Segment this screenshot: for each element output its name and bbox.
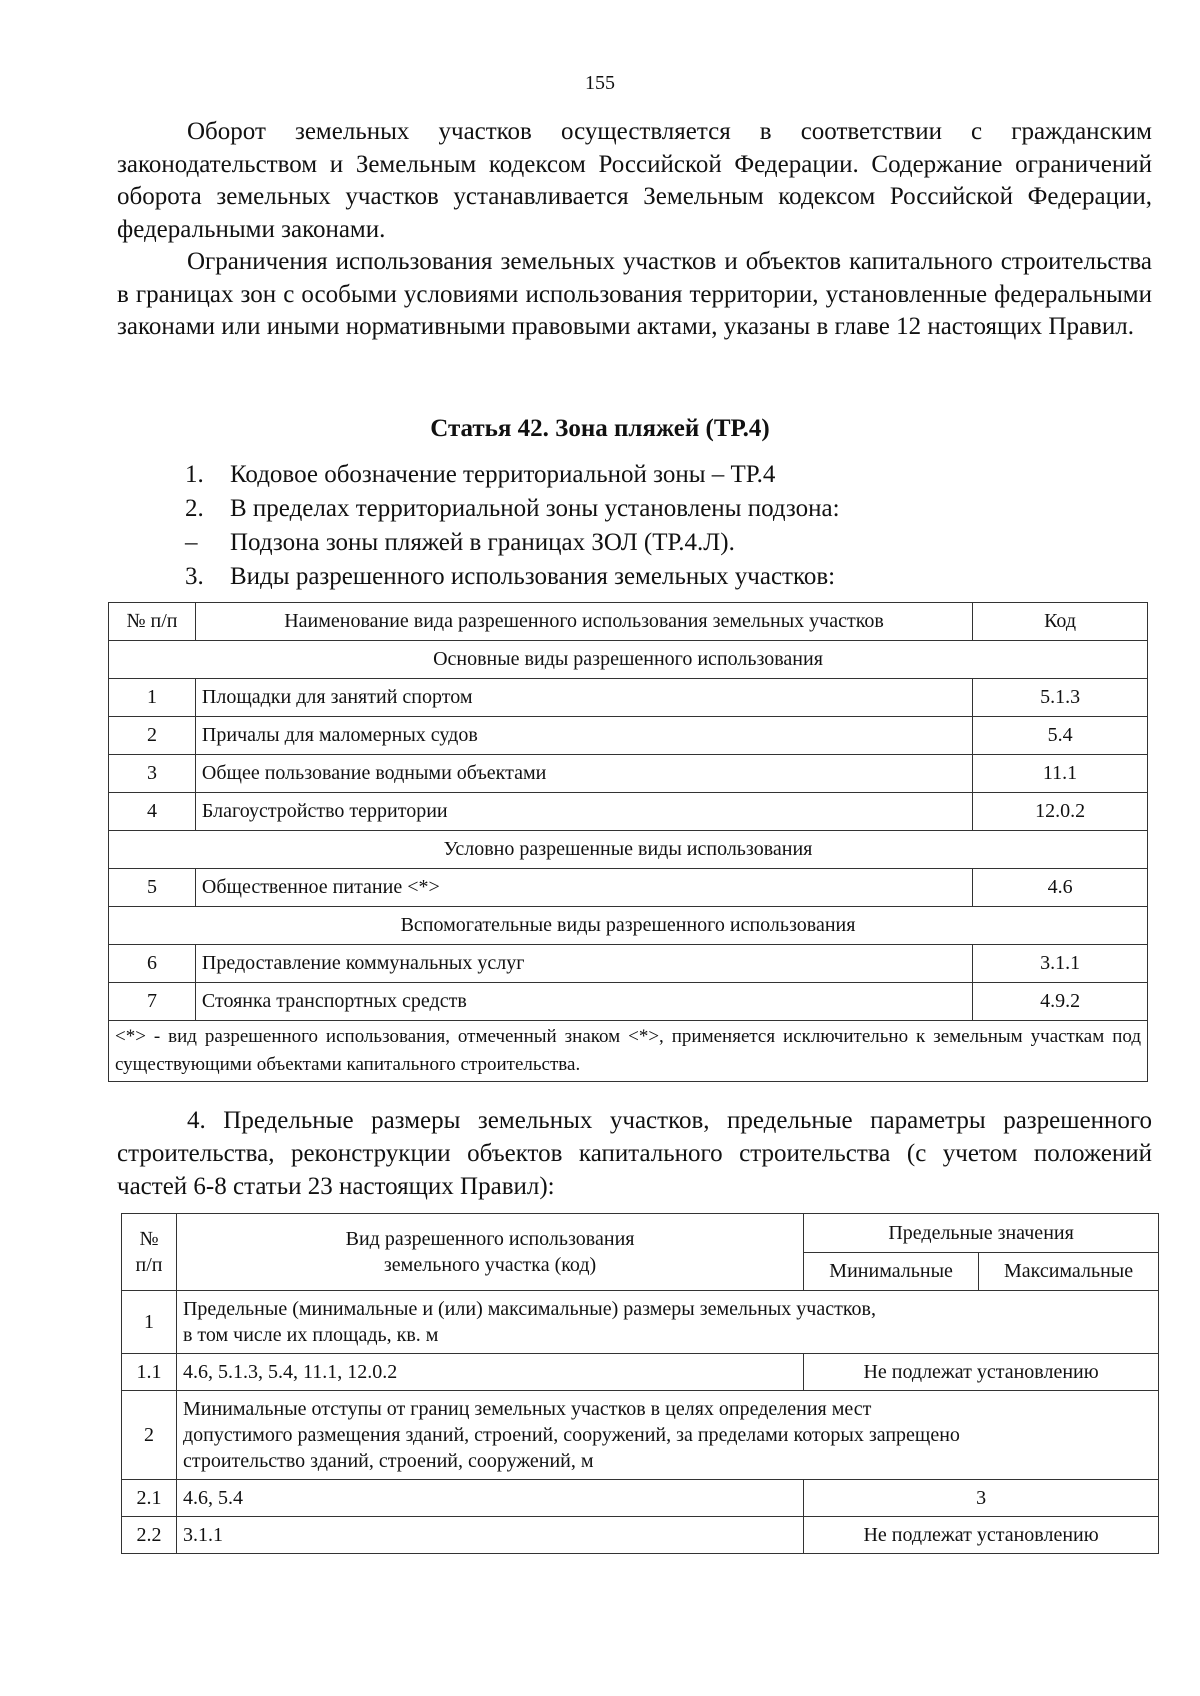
table-row (122, 1391, 1159, 1480)
table-note: <*> - вид разрешенного использования, отмеченный знаком <*>, применяется исключительно к земельным участкам под существующими объектами капитального строительства. (109, 1021, 1148, 1082)
row-num: 2.1 (122, 1480, 177, 1517)
section-title: Условно разрешенные виды использования (109, 831, 1148, 869)
list-marker: 1. (185, 461, 204, 488)
list-marker: 2. (185, 495, 204, 522)
row-num: 3 (109, 755, 196, 793)
row-text: Минимальные отступы от границ земельных участков в целях определения мест допустимого размещения зданий, строений, сооружений, за пределами которых запрещено строительство зданий, строений, сооружений, м (176, 1391, 1158, 1480)
article-heading: Статья 42. Зона пляжей (ТР.4) (430, 415, 770, 442)
table-row (109, 983, 1148, 1021)
row-codes: 4.6, 5.1.3, 5.4, 11.1, 12.0.2 (176, 1354, 803, 1391)
row-code: 11.1 (973, 755, 1148, 793)
row-num: 1 (109, 679, 196, 717)
row-code: 4.9.2 (973, 983, 1148, 1021)
section-title: Основные виды разрешенного использования (109, 641, 1148, 679)
paragraph-4-block (117, 1104, 1152, 1203)
row-num: 7 (109, 983, 196, 1021)
table-header-row (109, 603, 1148, 641)
header-num: № п/п (122, 1214, 177, 1291)
row-name: Стоянка транспортных средств (195, 983, 972, 1021)
section-row (109, 907, 1148, 945)
row-code: 12.0.2 (973, 793, 1148, 831)
table-row (122, 1517, 1159, 1554)
row-code: 3.1.1 (973, 945, 1148, 983)
row-num: 2 (122, 1391, 177, 1480)
header-type: Вид разрешенного использования земельного участка (код) (176, 1214, 803, 1291)
list-text: Подзона зоны пляжей в границах ЗОЛ (ТР.4.Л). (230, 529, 735, 556)
header-min: Минимальные (804, 1252, 979, 1291)
row-name: Площадки для занятий спортом (195, 679, 972, 717)
section-title: Вспомогательные виды разрешенного использования (109, 907, 1148, 945)
intro-text (117, 116, 1152, 344)
paragraph-1: Оборот земельных участков осуществляется в соответствии с гражданским законодательством и Земельным кодексом Российской Федерации. Содержание ограничений оборота земельных участков устанавливается Земельным кодексом Российской Федерации, федеральными законами. (117, 118, 1152, 243)
row-value: Не подлежат установлению (804, 1354, 1159, 1391)
row-value: 3 (804, 1480, 1159, 1517)
table-row (109, 869, 1148, 907)
list-item (185, 560, 840, 594)
header-name: Наименование вида разрешенного использования земельных участков (195, 603, 972, 641)
row-num: 5 (109, 869, 196, 907)
header-num: № п/п (109, 603, 196, 641)
row-name: Предоставление коммунальных услуг (195, 945, 972, 983)
table-row (109, 717, 1148, 755)
row-num: 1.1 (122, 1354, 177, 1391)
paragraph-4: 4. Предельные размеры земельных участков, предельные параметры разрешенного строительства, реконструкции объектов капитального строительства (с учетом положений частей 6-8 статьи 23 настоящих Правил): (117, 1107, 1152, 1200)
row-code: 5.1.3 (973, 679, 1148, 717)
table-row (122, 1291, 1159, 1354)
table-row (122, 1354, 1159, 1391)
list-marker: – (185, 529, 198, 556)
list-text: В пределах территориальной зоны установлены подзона: (230, 495, 840, 522)
list-text: Кодовое обозначение территориальной зоны – ТР.4 (230, 461, 776, 488)
header-max: Максимальные (979, 1252, 1159, 1291)
row-num: 4 (109, 793, 196, 831)
table-header-row (122, 1214, 1159, 1253)
table-row (109, 793, 1148, 831)
row-name: Общее пользование водными объектами (195, 755, 972, 793)
zone-list (185, 458, 840, 594)
list-text: Виды разрешенного использования земельных участков: (230, 563, 836, 590)
limits-table (121, 1213, 1159, 1554)
row-name: Общественное питание <*> (195, 869, 972, 907)
row-num: 1 (122, 1291, 177, 1354)
paragraph-2: Ограничения использования земельных участков и объектов капитального строительства в границах зон с особыми условиями использования территории, установленные федеральными законами или иными нормативными правовыми актами, указаны в главе 12 настоящих Правил. (117, 248, 1152, 340)
table-row (109, 755, 1148, 793)
row-num: 2.2 (122, 1517, 177, 1554)
section-row (109, 641, 1148, 679)
list-marker: 3. (185, 563, 204, 590)
row-codes: 4.6, 5.4 (176, 1480, 803, 1517)
row-value: Не подлежат установлению (804, 1517, 1159, 1554)
section-row (109, 831, 1148, 869)
table-row (109, 679, 1148, 717)
header-limits: Предельные значения (804, 1214, 1159, 1253)
table-row (122, 1480, 1159, 1517)
row-num: 6 (109, 945, 196, 983)
row-codes: 3.1.1 (176, 1517, 803, 1554)
row-code: 5.4 (973, 717, 1148, 755)
row-name: Причалы для маломерных судов (195, 717, 972, 755)
note-row (109, 1021, 1148, 1082)
header-code: Код (973, 603, 1148, 641)
list-item (185, 492, 840, 526)
page-number: 155 (585, 72, 615, 94)
row-num: 2 (109, 717, 196, 755)
row-code: 4.6 (973, 869, 1148, 907)
row-text: Предельные (минимальные и (или) максимальные) размеры земельных участков, в том числе их площадь, кв. м (176, 1291, 1158, 1354)
table-row (109, 945, 1148, 983)
list-item (185, 526, 840, 560)
list-item (185, 458, 840, 492)
row-name: Благоустройство территории (195, 793, 972, 831)
permitted-use-table (108, 602, 1148, 1082)
